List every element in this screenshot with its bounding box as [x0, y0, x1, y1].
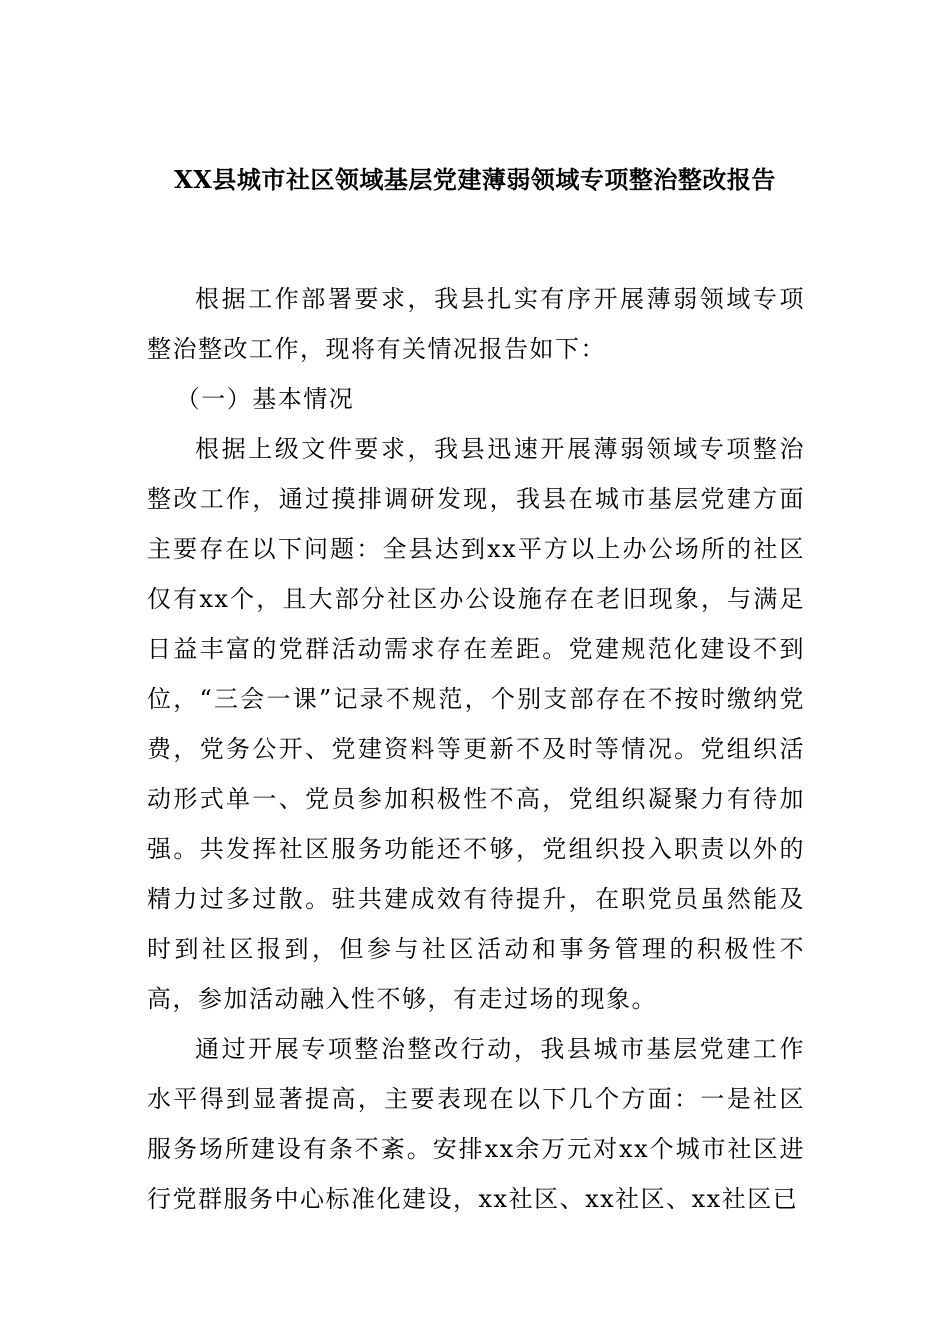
section-heading-basic-situation: （一）基本情况	[175, 385, 355, 413]
achievements-paragraph: 通过开展专项整治整改行动，我县城市基层党建工作水平得到显著提高，主要表现在以下几个方面：一是社区服务场所建设有条不紊。安排xx余万元对xx个城市社区进行党群服务中心标准化建设，xx社区、xx社区、xx社区已	[147, 1035, 805, 1213]
document-title: XX县城市社区领域基层党建薄弱领域专项整治整改报告	[174, 165, 776, 194]
document-body	[147, 274, 805, 1224]
problems-paragraph: 根据上级文件要求，我县迅速开展薄弱领域专项整治整改工作，通过摸排调研发现，我县在城市基层党建方面主要存在以下问题：全县达到xx平方以上办公场所的社区仅有xx个，且大部分社区办公设施存在老旧现象，与满足日益丰富的党群活动需求存在差距。党建规范化建设不到位，“三会一课”记录不规范，个别支部存在不按时缴纳党费，党务公开、党建资料等更新不及时等情况。党组织活动形式单一、党员参加积极性不高，党组织凝聚力有待加强。共发挥社区服务功能还不够，党组织投入职责以外的精力过多过散。驻共建成效有待提升，在职党员虽然能及时到社区报到，但参与社区活动和事务管理的积极性不高，参加活动融入性不够，有走过场的现象。	[147, 435, 805, 1013]
intro-paragraph: 根据工作部署要求，我县扎实有序开展薄弱领域专项整治整改工作，现将有关情况报告如下：	[147, 285, 805, 363]
